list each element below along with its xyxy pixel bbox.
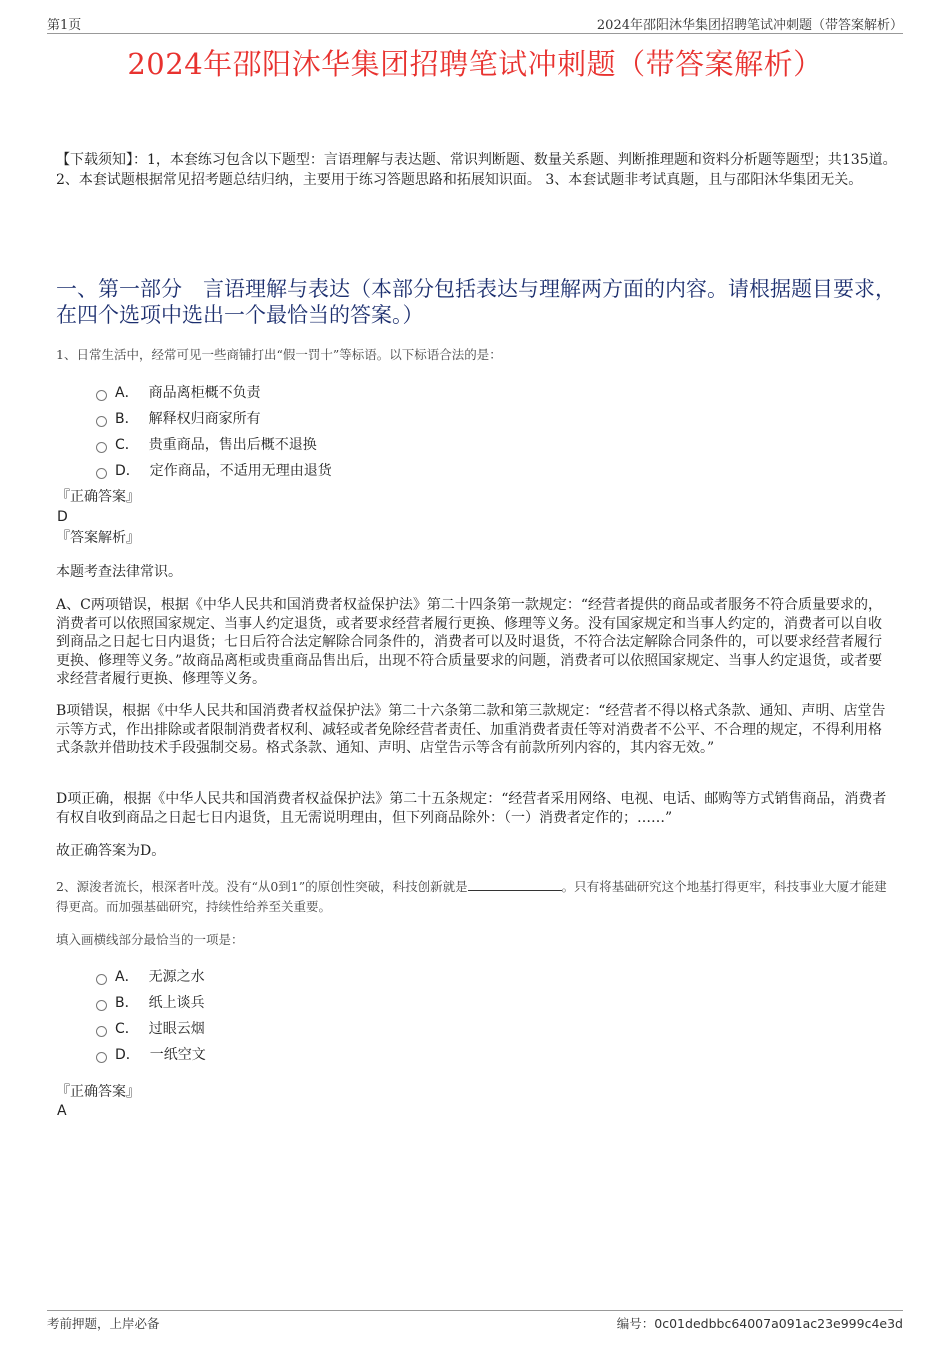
question-1-option-b[interactable]: B． 解释权归商家所有 [96, 405, 332, 431]
document-title: 2024年邵阳沐华集团招聘笔试冲刺题（带答案解析） [127, 47, 823, 81]
analysis-paragraph: B项错误，根据《中华人民共和国消费者权益保护法》第二十六条第二款和第三款规定：“经营者不得以格式条款、通知、声明、店堂告示等方式，作出排除或者限制消费者权利、减轻或者免除经营者责任、加重消费者责任等对消费者不公平、不合理的规定，不得利用格式条款并借助技术手段强制交易。格式条款、通知、声明、店堂告示等含有前款所列内容的，其内容无效。” [56, 703, 886, 756]
option-text: 纸上谈兵 [148, 995, 205, 1011]
question-2-options [96, 963, 206, 1067]
option-text: 商品离柜概不负责 [148, 385, 261, 401]
question-1-answer-label: 『正确答案』 [56, 489, 140, 505]
header-rule [47, 33, 903, 34]
option-text: 过眼云烟 [148, 1021, 205, 1037]
question-2-option-c[interactable]: C． 过眼云烟 [96, 1015, 206, 1041]
fill-in-blank [468, 878, 562, 891]
analysis-paragraph: 本题考查法律常识。 [56, 564, 182, 580]
footer-rule [47, 1310, 903, 1311]
radio-icon[interactable] [96, 1052, 107, 1063]
question-2-option-a[interactable]: A． 无源之水 [96, 963, 206, 989]
question-2-option-d[interactable]: D． 一纸空文 [96, 1041, 206, 1067]
question-1-option-d[interactable]: D． 定作商品，不适用无理由退货 [96, 457, 332, 483]
radio-icon[interactable] [96, 442, 107, 453]
question-1-options [96, 379, 332, 483]
analysis-paragraph: 故正确答案为D。 [56, 843, 166, 859]
radio-icon[interactable] [96, 974, 107, 985]
option-text: 贵重商品，售出后概不退换 [148, 437, 317, 453]
radio-icon[interactable] [96, 390, 107, 401]
radio-icon[interactable] [96, 468, 107, 479]
option-text: 解释权归商家所有 [148, 411, 261, 427]
question-2-answer-label: 『正确答案』 [56, 1084, 140, 1100]
option-text: 定作商品，不适用无理由退货 [149, 463, 332, 479]
analysis-paragraph: A、C两项错误，根据《中华人民共和国消费者权益保护法》第二十四条第一款规定：“经营者提供的商品或者服务不符合质量要求的，消费者可以依照国家规定、当事人约定退货，或者要求经营者履行更换、修理等义务。没有国家规定和当事人约定的，消费者可以自收到商品之日起七日内退货；七日后符合法定解除合同条件的，消费者可以及时退货，不符合法定解除合同条件的，可以要求经营者履行更换、修理等义务。”故商品离柜或贵重商品售出后，出现不符合质量要求的问题，消费者可以依照国家规定、当事人约定退货，或者要求经营者履行更换、修理等义务。 [56, 597, 883, 687]
question-1-analysis-label: 『答案解析』 [56, 530, 140, 546]
question-2-stem: 2、源浚者流长，根深者叶茂。没有“从0到1”的原创性突破，科技创新就是 。只有将基础研究这个地基打得更牢，科技事业大厦才能建得更高。而加强基础研究，持续性给养至关重要。 [56, 879, 887, 914]
footer-slogan: 考前押题，上岸必备 [47, 1316, 160, 1331]
section-heading: 一、第一部分 言语理解与表达（本部分包括表达与理解两方面的内容。请根据题目要求，在四个选项中选出一个最恰当的答案。） [56, 277, 896, 327]
radio-icon[interactable] [96, 1000, 107, 1011]
footer-code [617, 1314, 903, 1332]
radio-icon[interactable] [96, 1026, 107, 1037]
question-2-answer: A [57, 1103, 67, 1119]
running-header-title: 2024年邵阳沐华集团招聘笔试冲刺题（带答案解析） [596, 18, 903, 33]
question-1-option-a[interactable]: A． 商品离柜概不负责 [96, 379, 332, 405]
option-text: 无源之水 [148, 969, 205, 985]
analysis-paragraph: D项正确，根据《中华人民共和国消费者权益保护法》第二十五条规定：“经营者采用网络、电视、电话、邮购等方式销售商品，消费者有权自收到商品之日起七日内退货，且无需说明理由，但下列商品除外：（一）消费者定作的；……” [56, 791, 887, 826]
option-text: 一纸空文 [149, 1047, 206, 1063]
radio-icon[interactable] [96, 416, 107, 427]
question-1-option-c[interactable]: C． 贵重商品，售出后概不退换 [96, 431, 332, 457]
question-1-answer: D [57, 509, 68, 525]
page-number: 第1页 [47, 18, 82, 33]
footer-code-label: 编号： [616, 1316, 655, 1331]
footer-code-value: 0c01dedbbc64007a091ac23e999c4e3d [654, 1316, 903, 1331]
download-notice: 【下载须知】：1，本套练习包含以下题型：言语理解与表达题、常识判断题、数量关系题、判断推理题和资料分析题等题型；共135道。 2、本套试题根据常见招考题总结归纳，主要用于练习答题思路和拓展知识面。 3、本套试题非考试真题，且与邵阳沐华集团无关。 [56, 152, 897, 188]
question-2-instruction: 填入画横线部分最恰当的一项是： [56, 932, 244, 947]
question-2-option-b[interactable]: B． 纸上谈兵 [96, 989, 206, 1015]
question-1-stem: 1、日常生活中，经常可见一些商铺打出“假一罚十”等标语。以下标语合法的是： [56, 347, 502, 362]
